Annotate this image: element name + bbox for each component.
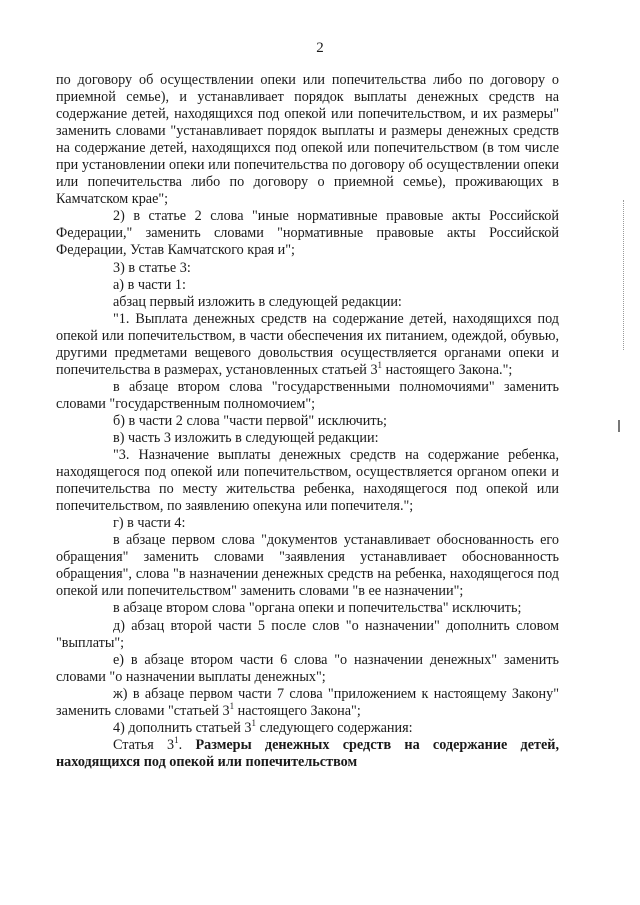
paragraph: в абзаце втором слова "органа опеки и попечительства" исключить; (113, 600, 522, 617)
paragraph-text: ж) в абзаце первом части 7 слова "приложением к настоящему Закону" заменить словами "статьей 3 (56, 685, 559, 719)
paragraph: г) в части 4: (113, 515, 186, 532)
paragraph-text: "1. Выплата денежных средств на содержание детей, находящихся под опекой или попечительством, в части обеспечения их питанием, одеждой, обувью, другими предметами вещевого довольствия осуществляется органами опеки и попечительства в размерах, установленных статьей 3 (56, 310, 559, 378)
paragraph: а) в части 1: (113, 276, 186, 293)
paragraph: абзац первый изложить в следующей редакции: (113, 293, 402, 310)
article-label: Статья 3 (113, 736, 175, 753)
paragraph-text: следующего содержания: (255, 719, 413, 736)
article-heading (56, 734, 560, 771)
paragraph: в) часть 3 изложить в следующей редакции: (113, 429, 379, 446)
scan-edge-line (623, 200, 624, 350)
superscript: 1 (229, 700, 235, 711)
superscript: 1 (174, 734, 179, 745)
paragraph: д) абзац второй части 5 после слов "о назначении" дополнить словом "выплаты"; (56, 617, 559, 651)
paragraph (56, 686, 559, 720)
paragraph: в абзаце первом слова "документов устанавливает обоснованность его обращения" заменить словами "заявления устанавливает обоснованность обращения", слова "в назначении денежных средств на ребенка, находящегося под опекой или попечительством" заменить словами "в ее назначении"; (56, 532, 559, 600)
paragraph-text: настоящего Закона"; (234, 702, 361, 719)
page-number: 2 (316, 40, 324, 56)
scan-mark (618, 420, 620, 432)
paragraph-text: настоящего Закона."; (382, 361, 513, 378)
superscript: 1 (377, 359, 383, 370)
paragraph: 2) в статье 2 слова "иные нормативные правовые акты Российской Федерации," заменить словами "нормативные правовые акты Российской Федерации, Устав Камчатского края и"; (56, 208, 559, 259)
paragraph-text: 4) дополнить статьей 3 (113, 719, 252, 736)
paragraph (56, 717, 559, 737)
paragraph: е) в абзаце втором части 6 слова "о назначении денежных" заменить словами "о назначении выплаты денежных"; (56, 651, 559, 685)
article-label: . (178, 736, 196, 753)
paragraph: б) в части 2 слова "части первой" исключить; (113, 412, 388, 429)
superscript: 1 (251, 717, 256, 728)
paragraph (56, 311, 559, 379)
document-body (56, 72, 559, 771)
article-title: Размеры денежных средств на содержание детей, находящихся под опекой или попечительством (56, 736, 560, 770)
paragraph: по договору об осуществлении опеки или попечительства либо по договору о приемной семье), и устанавливает порядок выплаты денежных средств на содержание детей, находящихся под опекой или попечительством, и их размеры" заменить словами "устанавливает порядок выплаты и размеры денежных средств на содержание детей, находящихся под опекой или попечительством (в том числе при установлении опеки или попечительства по договору об осуществлении опеки или попечительства либо по договору о приемной семье), проживающих в Камчатском крае"; (56, 72, 559, 208)
paragraph: "3. Назначение выплаты денежных средств на содержание ребенка, находящегося под опекой или попечительством, осуществляется органом опеки и попечительства по месту жительства ребенка, находящегося под опекой или попечительством, по заявлению опекуна или попечителя."; (56, 447, 559, 515)
paragraph: 3) в статье 3: (113, 259, 191, 276)
paragraph: в абзаце втором слова "государственными полномочиями" заменить словами "государственным полномочием"; (56, 378, 559, 412)
